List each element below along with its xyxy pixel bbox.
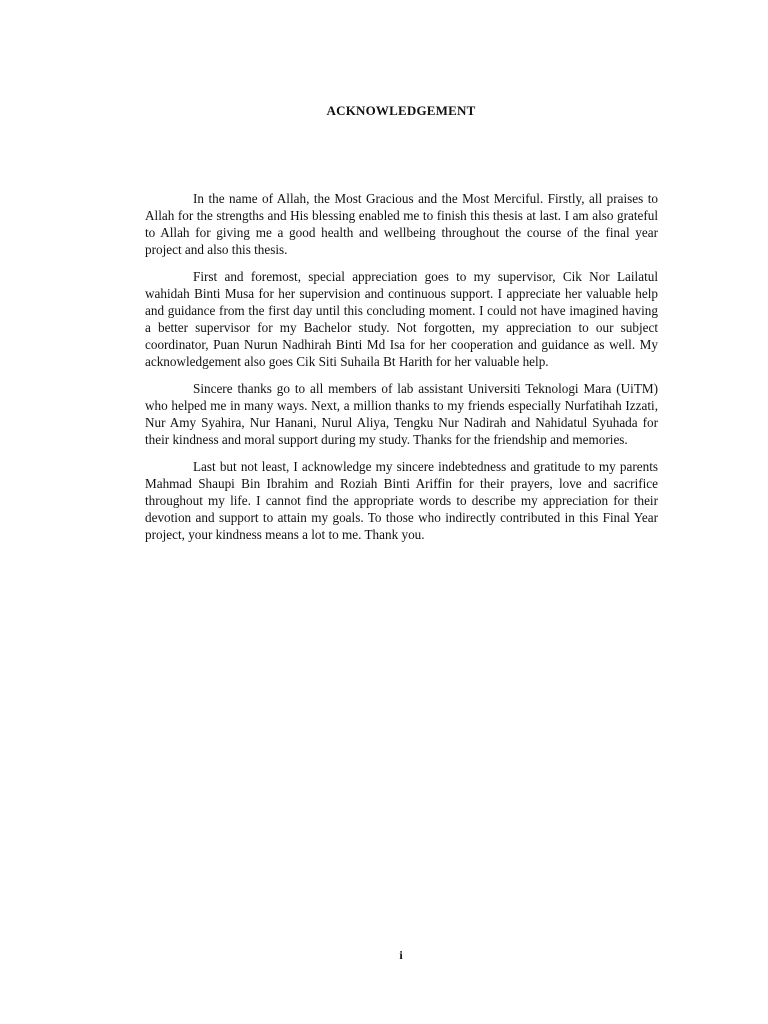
paragraph-4: Last but not least, I acknowledge my sincere indebtedness and gratitude to my parents Mahmad Shaupi Bin Ibrahim and Roziah Binti Ariffin for their prayers, love and sacrifice throughout my life. I cannot find the appropriate words to describe my appreciation for their devotion and support to attain my goals. To those who indirectly contributed in this Final Year project, your kindness means a lot to me. Thank you. [145,459,658,542]
document-body [145,190,658,553]
paragraph-3: Sincere thanks go to all members of lab assistant Universiti Teknologi Mara (UiTM) who helped me in many ways. Next, a million thanks to my friends especially Nurfatihah Izzati, Nur Amy Syahira, Nur Hanani, Nurul Aliya, Tengku Nur Nadirah and Nahidatul Syuhada for their kindness and moral support during my study. Thanks for the friendship and memories. [145,381,658,447]
paragraph-2: First and foremost, special appreciation goes to my supervisor, Cik Nor Lailatul wahidah Binti Musa for her supervision and continuous support. I appreciate her valuable help and guidance from the first day until this concluding moment. I could not have imagined having a better supervisor for my Bachelor study. Not forgotten, my appreciation to our subject coordinator, Puan Nurun Nadhirah Binti Md Isa for her cooperation and guidance as well. My acknowledgement also goes Cik Siti Suhaila Bt Harith for her valuable help. [145,269,658,369]
page-number: i [399,948,403,962]
paragraph-1: In the name of Allah, the Most Gracious and the Most Merciful. Firstly, all praises to Allah for the strengths and His blessing enabled me to finish this thesis at last. I am also grateful to Allah for giving me a good health and wellbeing throughout the course of the final year project and also this thesis. [145,191,658,257]
page-title: ACKNOWLEDGEMENT [326,103,476,118]
